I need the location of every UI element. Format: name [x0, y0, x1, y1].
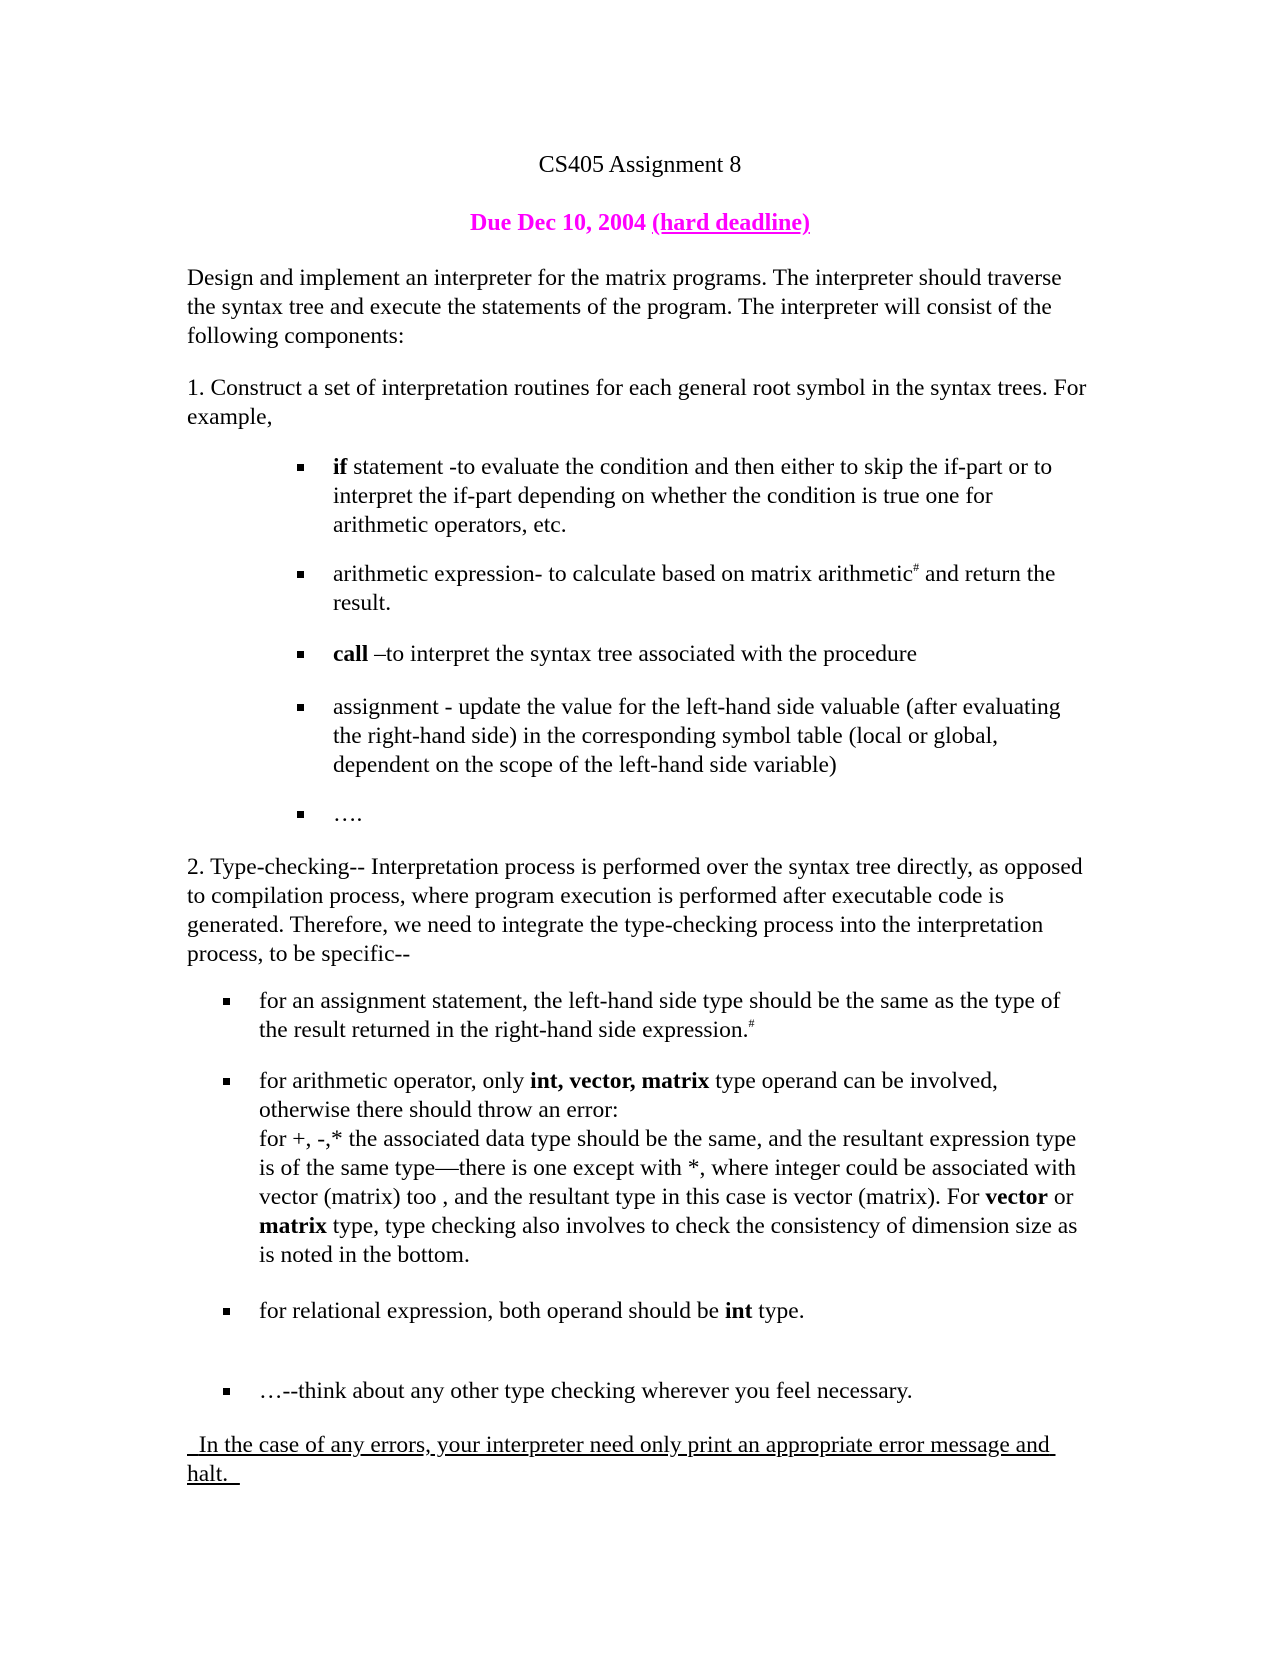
hard-deadline-text: (hard deadline): [651, 210, 810, 236]
square-bullet-icon: [297, 571, 304, 578]
footnote-mark: #: [748, 1016, 755, 1030]
list-item-text: …--think about any other type checking wherever you feel necessary.: [259, 1378, 913, 1404]
list-item-text: [333, 453, 1078, 540]
square-bullet-icon: [223, 998, 230, 1005]
section-1-intro: 1. Construct a set of interpretation routines for each general root symbol in the syntax trees. For example,: [187, 375, 1087, 430]
list-item-body: statement -to evaluate the condition and then either to skip the if-part or to interpret the if-part depending on whether the condition is true one for arithmetic operators, etc.: [333, 454, 1053, 538]
keyword-call: call: [333, 641, 369, 667]
list-item-body: arithmetic expression- to calculate based on matrix arithmetic: [333, 561, 914, 587]
due-date: [0, 209, 1280, 237]
section-2-intro: 2. Type-checking-- Interpretation process is performed over the syntax tree directly, as opposed to compilation process, where program execution is performed after executable code is generated. Therefore, we need to integrate the type-checking process into the interpretation process, to be specific--: [187, 854, 1083, 967]
list-item-body: for an assignment statement, the left-hand side type should be the same as the type of the result returned in the right-hand side expression.: [259, 988, 1061, 1043]
list-item-body: or: [1047, 1184, 1074, 1210]
list-item-text: [259, 1067, 1079, 1270]
list-item-text: [259, 987, 1079, 1045]
list-item-body: –to interpret the syntax tree associated with the procedure: [368, 641, 918, 667]
square-bullet-icon: [223, 1388, 230, 1395]
square-bullet-icon: [297, 651, 304, 658]
list-item-body-end: and return the result.: [333, 561, 1056, 616]
list-item-text: [333, 560, 1078, 618]
list-item-body: for arithmetic operator, only: [259, 1068, 531, 1094]
list-item-body: type.: [752, 1298, 805, 1324]
square-bullet-icon: [297, 704, 304, 711]
list-item-body: for relational expression, both operand should be: [259, 1298, 725, 1324]
due-date-text: Due Dec 10, 2004: [470, 210, 652, 236]
closing-note: In the case of any errors, your interpreter need only print an appropriate error message and halt.: [187, 1432, 1056, 1487]
square-bullet-icon: [223, 1078, 230, 1085]
keyword-types: int, vector, matrix: [530, 1068, 710, 1094]
list-item-text: [333, 640, 1078, 669]
keyword-if: if: [333, 454, 348, 480]
square-bullet-icon: [297, 464, 304, 471]
footnote-mark: #: [913, 560, 920, 574]
keyword-matrix: matrix: [259, 1213, 327, 1239]
list-item-body: type operand can be involved, otherwise there should throw an error:: [259, 1068, 998, 1123]
intro-paragraph: Design and implement an interpreter for the matrix programs. The interpreter should traverse the syntax tree and execute the statements of the program. The interpreter will consist of the following components:: [187, 265, 1062, 349]
square-bullet-icon: [223, 1308, 230, 1315]
list-item-text: [259, 1297, 1079, 1326]
page-title: CS405 Assignment 8: [538, 152, 742, 178]
square-bullet-icon: [297, 811, 304, 818]
list-item-text: ….: [333, 801, 363, 827]
list-item-body: type, type checking also involves to check the consistency of dimension size as is noted in the bottom.: [259, 1213, 1078, 1268]
keyword-int: int: [724, 1298, 753, 1324]
list-item-body: for +, -,* the associated data type should be the same, and the resultant expression type is of the same type—there is one except with *, where integer could be associated with vector (matrix) too , and the resultant type in this case is vector (matrix). For: [259, 1126, 1077, 1210]
keyword-vector: vector: [985, 1184, 1048, 1210]
list-item-text: assignment - update the value for the left-hand side valuable (after evaluating the right-hand side) in the corresponding symbol table (local or global, dependent on the scope of the left-hand side variable): [333, 694, 1061, 778]
